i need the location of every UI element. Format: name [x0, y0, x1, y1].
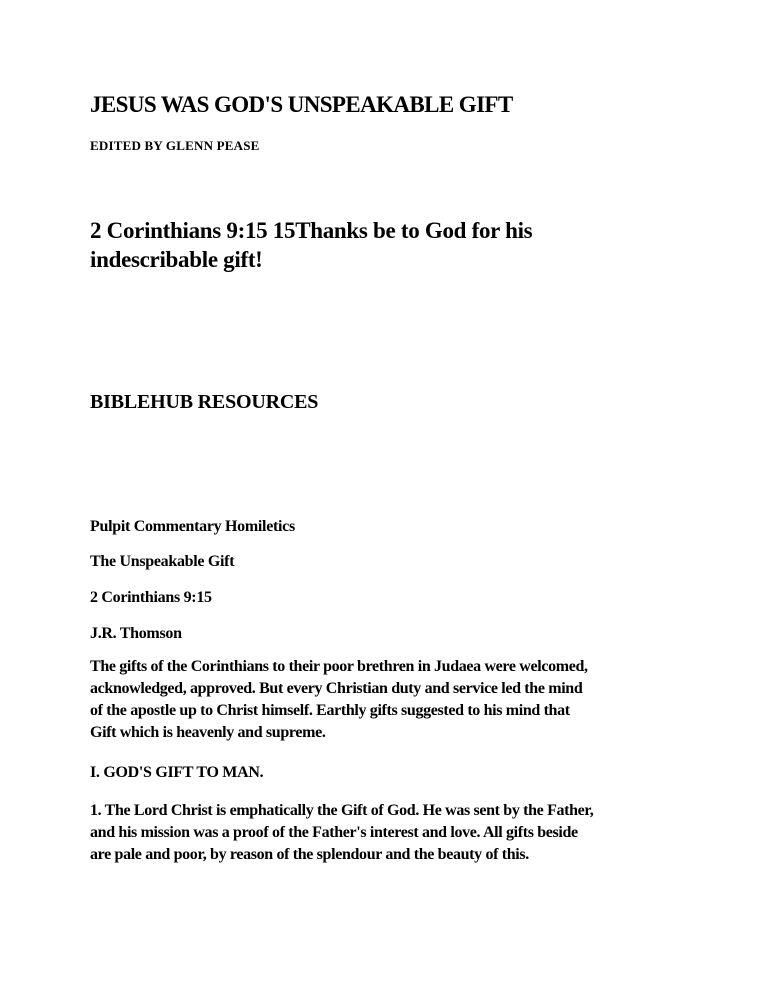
- editor-credit: EDITED BY GLENN PEASE: [90, 138, 260, 153]
- point-paragraph: [90, 800, 730, 866]
- paragraph-line: The gifts of the Corinthians to their poor brethren in Judaea were welcomed,: [90, 658, 588, 675]
- intro-paragraph: [90, 656, 730, 744]
- point-heading: I. GOD'S GIFT TO MAN.: [90, 764, 264, 781]
- author-name: J.R. Thomson: [90, 625, 182, 642]
- section-heading: BIBLEHUB RESOURCES: [90, 391, 319, 413]
- verse-line: indescribable gift!: [90, 247, 263, 272]
- paragraph-line: Gift which is heavenly and supreme.: [90, 724, 326, 741]
- verse-text: [90, 216, 710, 274]
- sermon-title: The Unspeakable Gift: [90, 553, 235, 570]
- paragraph-line: and his mission was a proof of the Father's interest and love. All gifts beside: [90, 824, 578, 841]
- paragraph-line: acknowledged, approved. But every Christian duty and service led the mind: [90, 680, 583, 697]
- document-title: JESUS WAS GOD'S UNSPEAKABLE GIFT: [90, 92, 513, 117]
- paragraph-line: 1. The Lord Christ is emphatically the Gift of God. He was sent by the Father,: [90, 802, 594, 819]
- source-label: Pulpit Commentary Homiletics: [90, 518, 295, 535]
- paragraph-line: are pale and poor, by reason of the splendour and the beauty of this.: [90, 846, 529, 863]
- paragraph-line: of the apostle up to Christ himself. Earthly gifts suggested to his mind that: [90, 702, 570, 719]
- verse-line: 2 Corinthians 9:15 15Thanks be to God for his: [90, 218, 533, 243]
- scripture-reference: 2 Corinthians 9:15: [90, 589, 212, 606]
